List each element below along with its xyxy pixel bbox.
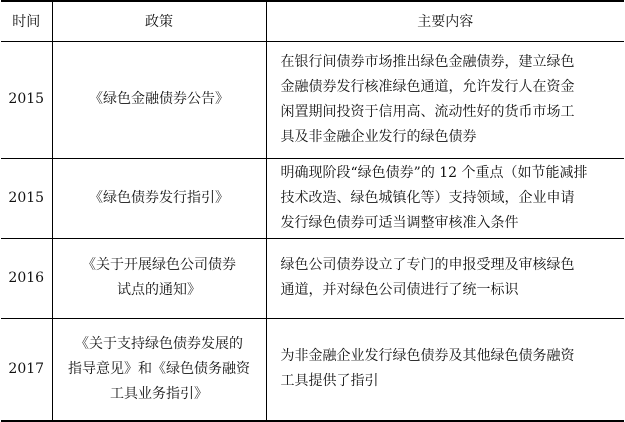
table-row — [1, 318, 624, 421]
cell-year: 2015 — [1, 158, 52, 238]
header-content: 主要内容 — [266, 1, 624, 41]
cell-content — [266, 41, 624, 158]
cell-year: 2015 — [1, 41, 52, 158]
cell-content — [266, 238, 624, 318]
content-line: 为非金融企业发行绿色债券及其他绿色债务融资 — [280, 348, 575, 365]
cell-year: 2017 — [1, 318, 52, 421]
content-line: 绿色公司债券设立了专门的申报受理及审核绿色 — [280, 257, 575, 273]
content-line: 技术改造、绿色城镇化等）支持领域，企业申请 — [280, 189, 575, 206]
cell-policy — [52, 318, 266, 421]
cell-content — [266, 158, 624, 238]
policy-line: 《绿色债券发行指引》 — [89, 189, 229, 206]
table-row — [1, 41, 624, 158]
table-header-row — [1, 1, 624, 41]
content-line: 金融债券发行核准绿色通道，允许发行人在资金 — [280, 78, 575, 95]
policy-table-container — [1, 0, 624, 422]
header-year: 时间 — [1, 1, 52, 41]
content-line: 工具提供了指引 — [280, 373, 379, 390]
cell-policy — [52, 238, 266, 318]
table-row — [1, 158, 624, 238]
content-line: 发行绿色债券可适当调整审核准入条件 — [280, 214, 519, 231]
content-line: 通道，并对绿色公司债进行了统一标识 — [280, 282, 519, 298]
cell-policy — [52, 158, 266, 238]
green-bond-policy-table — [1, 0, 624, 422]
content-line: 在银行间债券市场推出绿色金融债券，建立绿色 — [280, 53, 575, 70]
policy-line: 工具业务指引》 — [110, 385, 208, 402]
policy-line: 《绿色金融债券公告》 — [89, 91, 229, 107]
policy-line: 《关于开展绿色公司债券 — [82, 257, 236, 273]
content-line: 闲置期间投资于信用高、流动性好的货币市场工 — [280, 103, 575, 120]
table-row — [1, 238, 624, 318]
policy-line: 《关于支持绿色债券发展的 — [75, 335, 243, 352]
content-line: 具及非金融企业发行的绿色债券 — [280, 128, 477, 145]
policy-line: 试点的通知》 — [117, 282, 201, 298]
cell-policy — [52, 41, 266, 158]
header-policy: 政策 — [52, 1, 266, 41]
content-line: 明确现阶段“绿色债券”的 12 个重点（如节能减排 — [280, 164, 588, 181]
policy-line: 指导意见》和《绿色债务融资 — [68, 360, 250, 377]
cell-year: 2016 — [1, 238, 52, 318]
cell-content — [266, 318, 624, 421]
